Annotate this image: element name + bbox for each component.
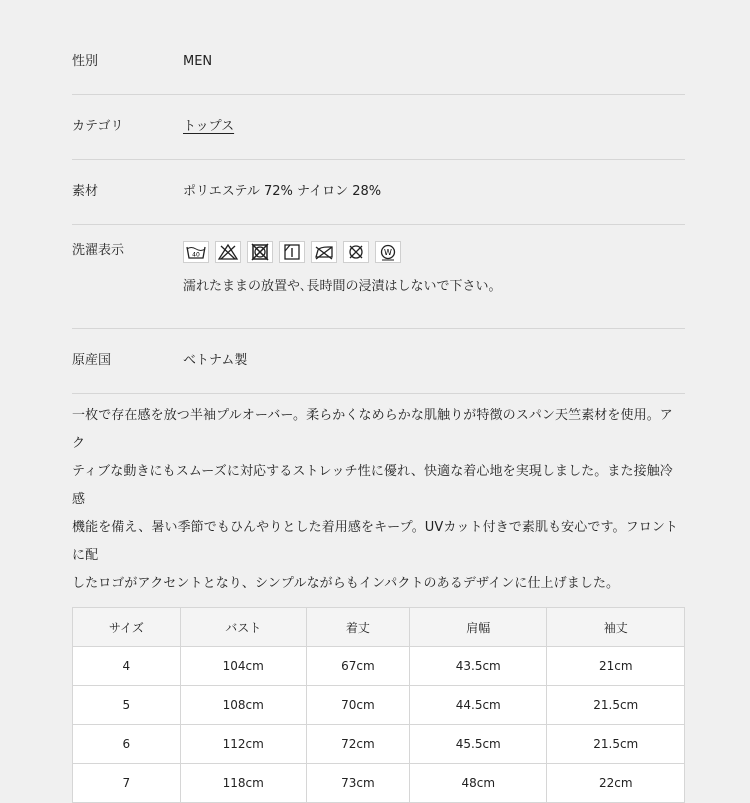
no-bleach-icon: [215, 241, 241, 263]
product-description: [72, 402, 685, 598]
wash-40-icon: [183, 241, 209, 263]
description-line: 機能を備え、暑い季節でもひんやりとした着用感をキープ。UVカット付きで素肌も安心です。フロントに配: [72, 520, 679, 563]
no-tumble-dry-icon: [247, 241, 273, 263]
header-sleeve: 袖丈: [547, 608, 685, 647]
no-iron-icon: [311, 241, 337, 263]
description-line: したロゴがアクセントとなり、シンプルながらもインパクトのあるデザインに仕上げました。: [72, 576, 620, 591]
spec-row-gender: [72, 30, 685, 95]
line-dry-shade-icon: [279, 241, 305, 263]
cell-size: 4: [73, 647, 181, 686]
cell-size: 7: [73, 764, 181, 803]
origin-label: 原産国: [72, 353, 112, 368]
cell-sleeve: 21.5cm: [547, 725, 685, 764]
gender-label: 性別: [72, 54, 99, 69]
table-row: [73, 686, 685, 725]
header-length: 着丈: [306, 608, 409, 647]
svg-text:W: W: [384, 248, 392, 257]
description-line: 一枚で存在感を放つ半袖プルオーバー。柔らかくなめらかな肌触りが特徴のスパン天竺素材を使用。アク: [72, 408, 673, 451]
origin-value: ベトナム製: [183, 353, 248, 368]
gender-value: MEN: [183, 54, 213, 69]
table-row: [73, 764, 685, 803]
cell-size: 6: [73, 725, 181, 764]
category-label: カテゴリ: [72, 119, 124, 134]
header-bust: バスト: [180, 608, 306, 647]
header-shoulder: 肩幅: [410, 608, 547, 647]
category-link[interactable]: トップス: [183, 119, 235, 134]
description-line: ティブな動きにもスムーズに対応するストレッチ性に優れ、快適な着心地を実現しました。また接触冷感: [72, 464, 673, 507]
cell-bust: 104cm: [180, 647, 306, 686]
cell-bust: 112cm: [180, 725, 306, 764]
cell-bust: 108cm: [180, 686, 306, 725]
spec-row-care: [72, 225, 685, 329]
cell-shoulder: 44.5cm: [410, 686, 547, 725]
care-icons: [183, 241, 685, 263]
cell-sleeve: 21.5cm: [547, 686, 685, 725]
svg-text:40: 40: [192, 251, 200, 259]
header-size: サイズ: [73, 608, 181, 647]
wet-clean-icon: [375, 241, 401, 263]
cell-size: 5: [73, 686, 181, 725]
size-table-header: [73, 608, 685, 647]
cell-sleeve: 21cm: [547, 647, 685, 686]
no-dry-clean-icon: [343, 241, 369, 263]
table-row: [73, 647, 685, 686]
cell-sleeve: 22cm: [547, 764, 685, 803]
care-note: 濡れたままの放置や､長時間の浸漬はしないで下さい｡: [183, 279, 496, 294]
size-table: [72, 607, 685, 803]
spec-row-origin: [72, 329, 685, 394]
product-spec: [72, 30, 685, 803]
spec-row-material: [72, 160, 685, 225]
cell-length: 72cm: [306, 725, 409, 764]
cell-length: 73cm: [306, 764, 409, 803]
material-label: 素材: [72, 184, 99, 199]
care-label: 洗濯表示: [72, 243, 125, 258]
cell-bust: 118cm: [180, 764, 306, 803]
spec-row-category: [72, 95, 685, 160]
cell-shoulder: 43.5cm: [410, 647, 547, 686]
cell-shoulder: 48cm: [410, 764, 547, 803]
cell-length: 70cm: [306, 686, 409, 725]
cell-length: 67cm: [306, 647, 409, 686]
cell-shoulder: 45.5cm: [410, 725, 547, 764]
table-row: [73, 725, 685, 764]
material-value: ポリエステル 72% ナイロン 28%: [183, 184, 382, 199]
